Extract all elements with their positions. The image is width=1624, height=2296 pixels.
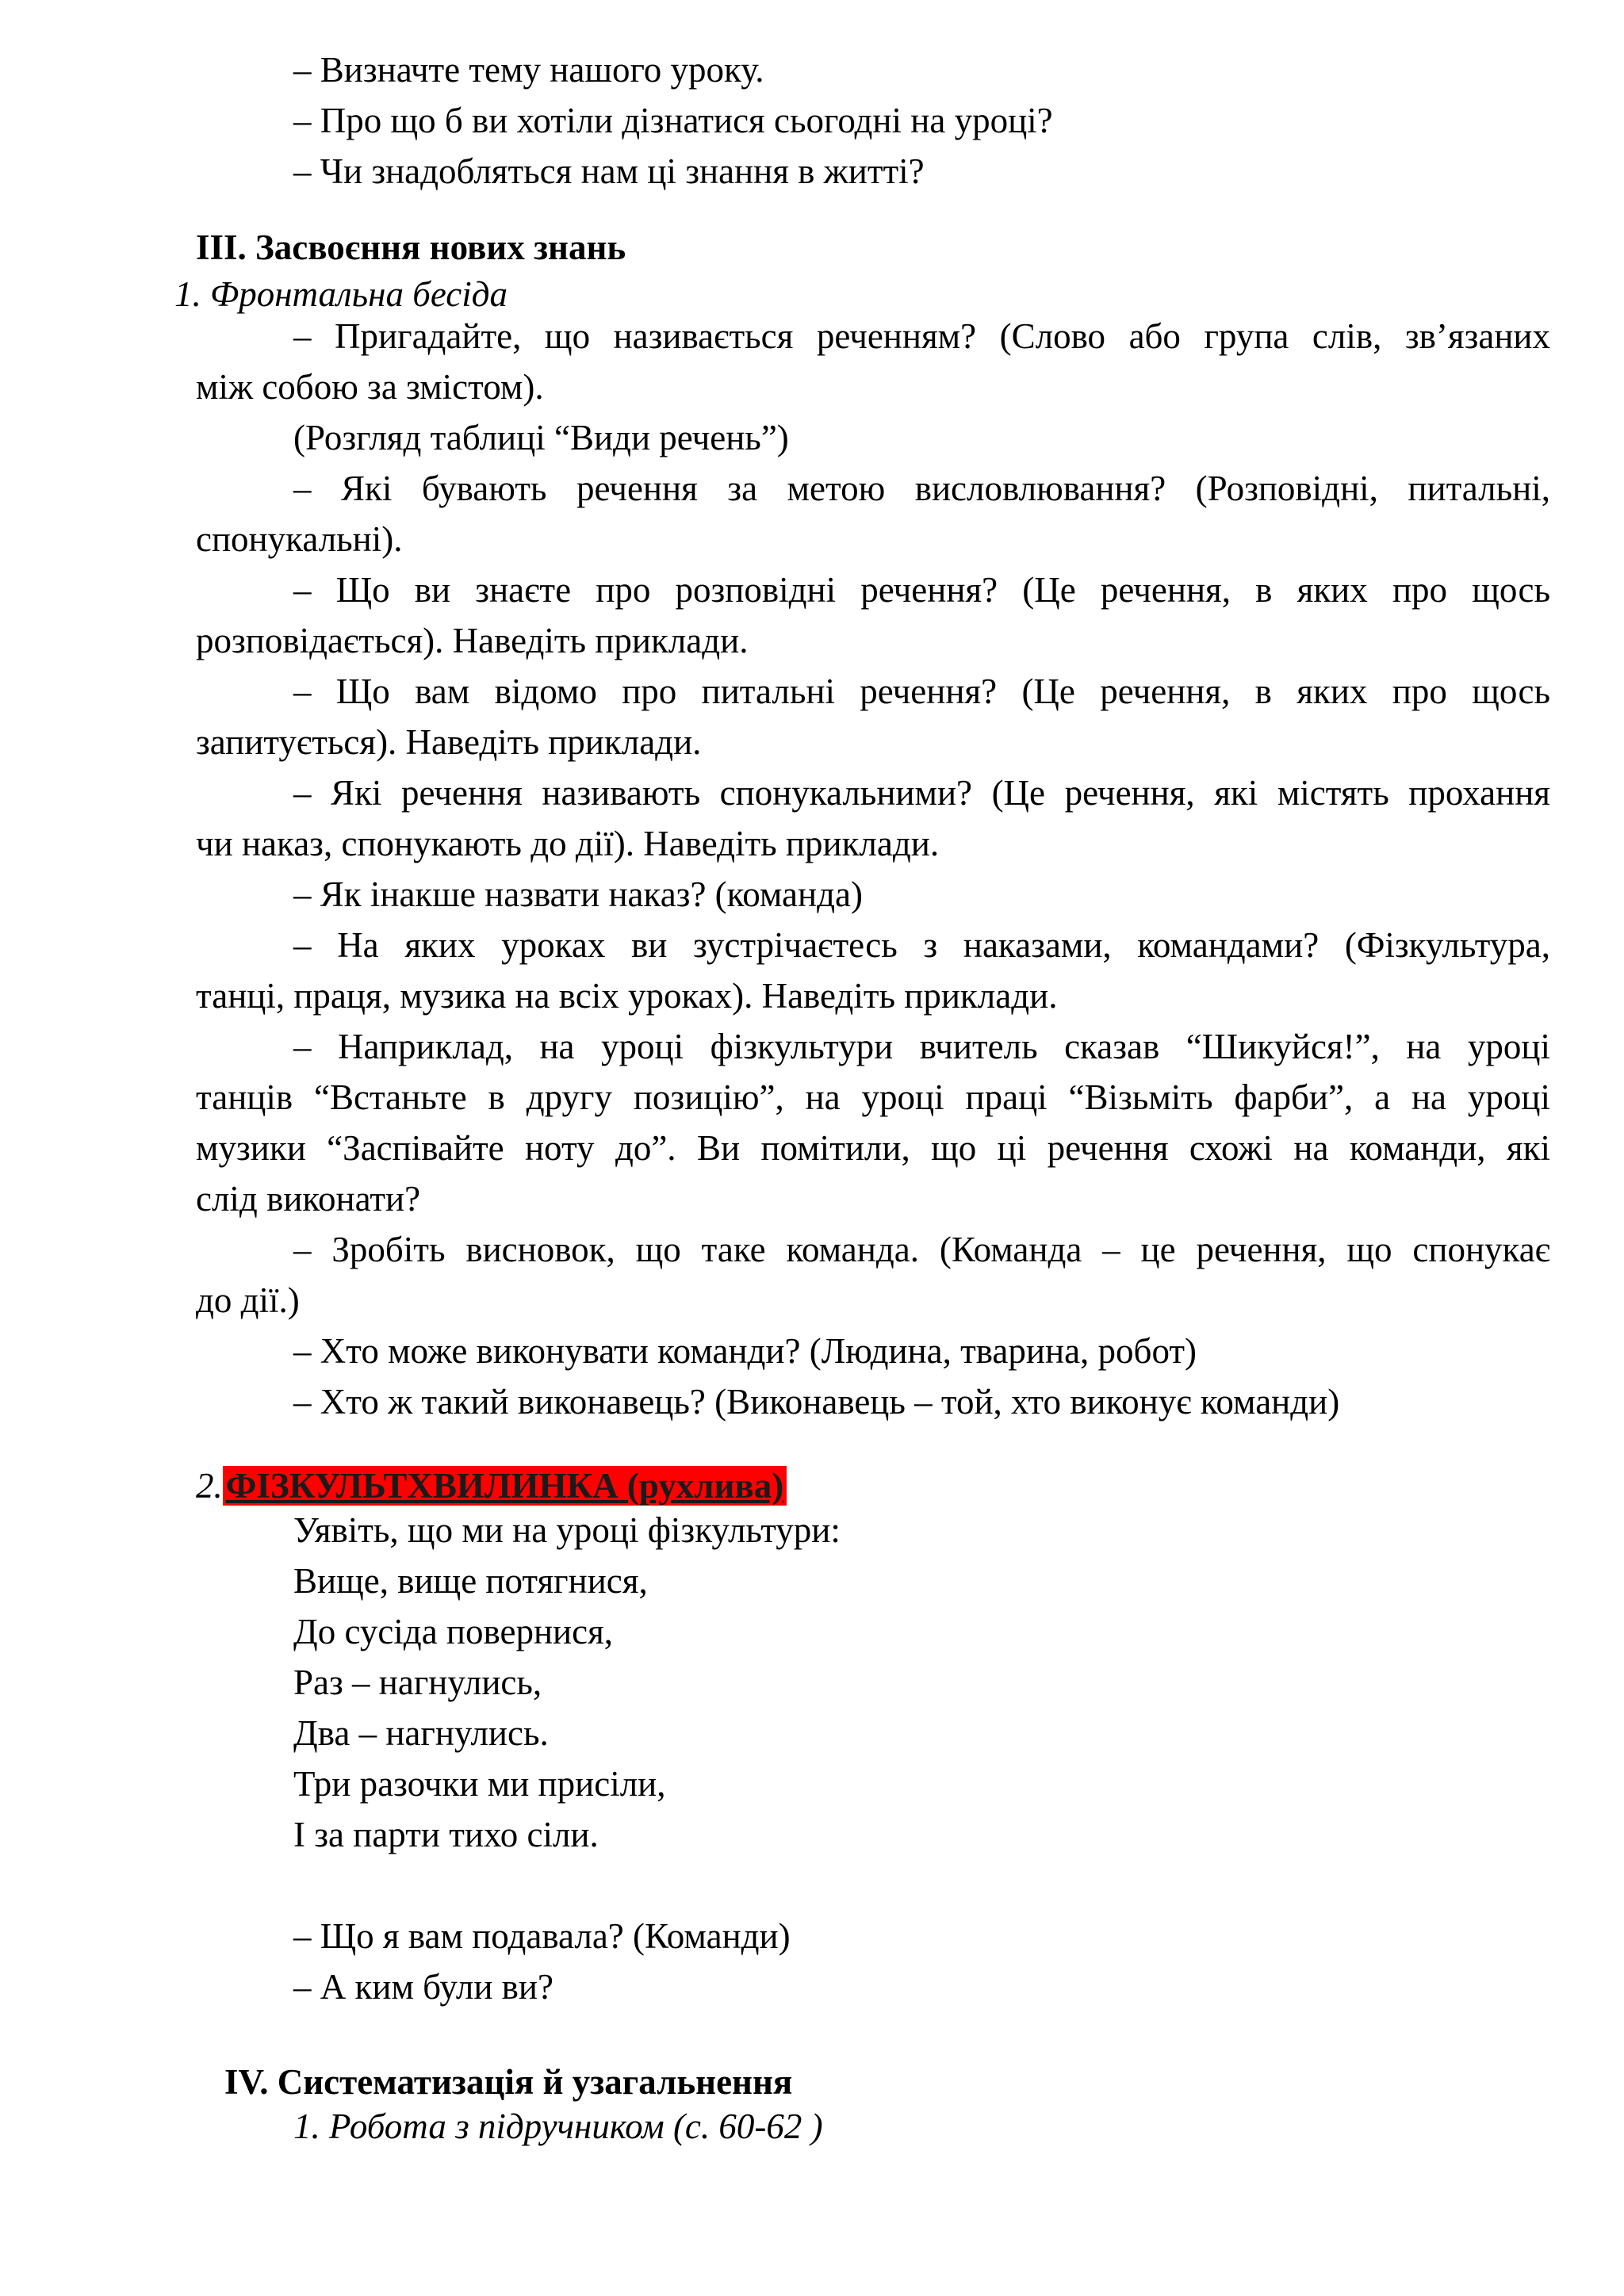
text-line: (Розгляд таблиці “Види речень”) [293,418,789,457]
text-line: танців “Встаньте в другу позицію”, на уроці праці “Візьміть фарби”, а на уроці [196,1077,1550,1117]
intro-question-1: – Визначте тему нашого уроку. [293,50,764,90]
text-line: чи наказ, спонукають до дії). Наведіть приклади. [196,824,940,863]
text-line: – Наприклад, на уроці фізкультури вчитель сказав “Шикуйся!”, на уроці [293,1027,1550,1066]
after-poem-line: – А ким були ви? [293,1967,553,2007]
after-poem-line: – Що я вам подавала? (Команди) [293,1916,791,1956]
text-line: танці, праця, музика на всіх уроках). Наведіть приклади. [196,976,1058,1016]
text-line: – Які бувають речення за метою висловлювання? (Розповідні, питальні, [293,469,1550,508]
text-line: слід виконати? [196,1179,421,1219]
text-line: – Хто ж такий виконавець? (Виконавець – той, хто виконує команди) [293,1382,1340,1422]
text-line: до дії.) [196,1280,300,1320]
poem-line: Три разочки ми присіли, [293,1764,666,1804]
text-line: – Пригадайте, що називається реченням? (Слово або група слів, зв’язаних [293,316,1550,356]
poem-line: Раз – нагнулись, [293,1663,542,1702]
text-line: спонукальні). [196,519,403,559]
text-line: запитується). Наведіть приклади. [196,722,702,762]
section-3-heading: ІІІ. Засвоєння нових знань [196,228,626,267]
poem-line: Уявіть, що ми на уроці фізкультури: [293,1510,841,1550]
poem-line: Два – нагнулись. [293,1713,549,1753]
poem-line: І за парти тихо сіли. [293,1815,599,1854]
text-line: музики “Заспівайте ноту до”. Ви помітили, що ці речення схожі на команди, які [196,1128,1550,1168]
poem-line: Вище, вище потягнися, [293,1561,648,1601]
text-line: – Як інакше назвати наказ? (команда) [293,874,863,914]
intro-question-3: – Чи знадобляться нам ці знання в житті? [293,151,925,191]
text-line: – На яких уроках ви зустрічаєтесь з наказами, командами? (Фізкультура, [293,925,1550,965]
section-3-subheading-1: 1. Фронтальна бесіда [174,274,508,314]
section-3-subheading-2 [196,1460,787,1511]
text-line: – Що ви знаєте про розповідні речення? (Це речення, в яких про щось [293,570,1550,610]
section-4-heading: IV. Систематизація й узагальнення [224,2062,793,2102]
text-line: між собою за змістом). [196,367,544,407]
intro-question-2: – Про що б ви хотіли дізнатися сьогодні на уроці? [293,101,1053,140]
highlighted-title: ФІЗКУЛЬТХВИЛИНКА (рухлива) [223,1466,787,1506]
text-line: – Що вам відомо про питальні речення? (Це речення, в яких про щось [293,672,1550,711]
text-line: – Хто може виконувати команди? (Людина, тварина, робот) [293,1331,1197,1371]
text-line: – Зробіть висновок, що таке команда. (Команда – це речення, що спонукає [293,1230,1550,1269]
section-4-subheading-1: 1. Робота з підручником (с. 60-62 ) [293,2107,823,2146]
text-line: розповідається). Наведіть приклади. [196,621,749,660]
poem-line: До сусіда повернися, [293,1612,614,1651]
text-line: – Які речення називають спонукальними? (Це речення, які містять прохання [293,773,1550,813]
subheading-number: 2. [196,1466,223,1506]
